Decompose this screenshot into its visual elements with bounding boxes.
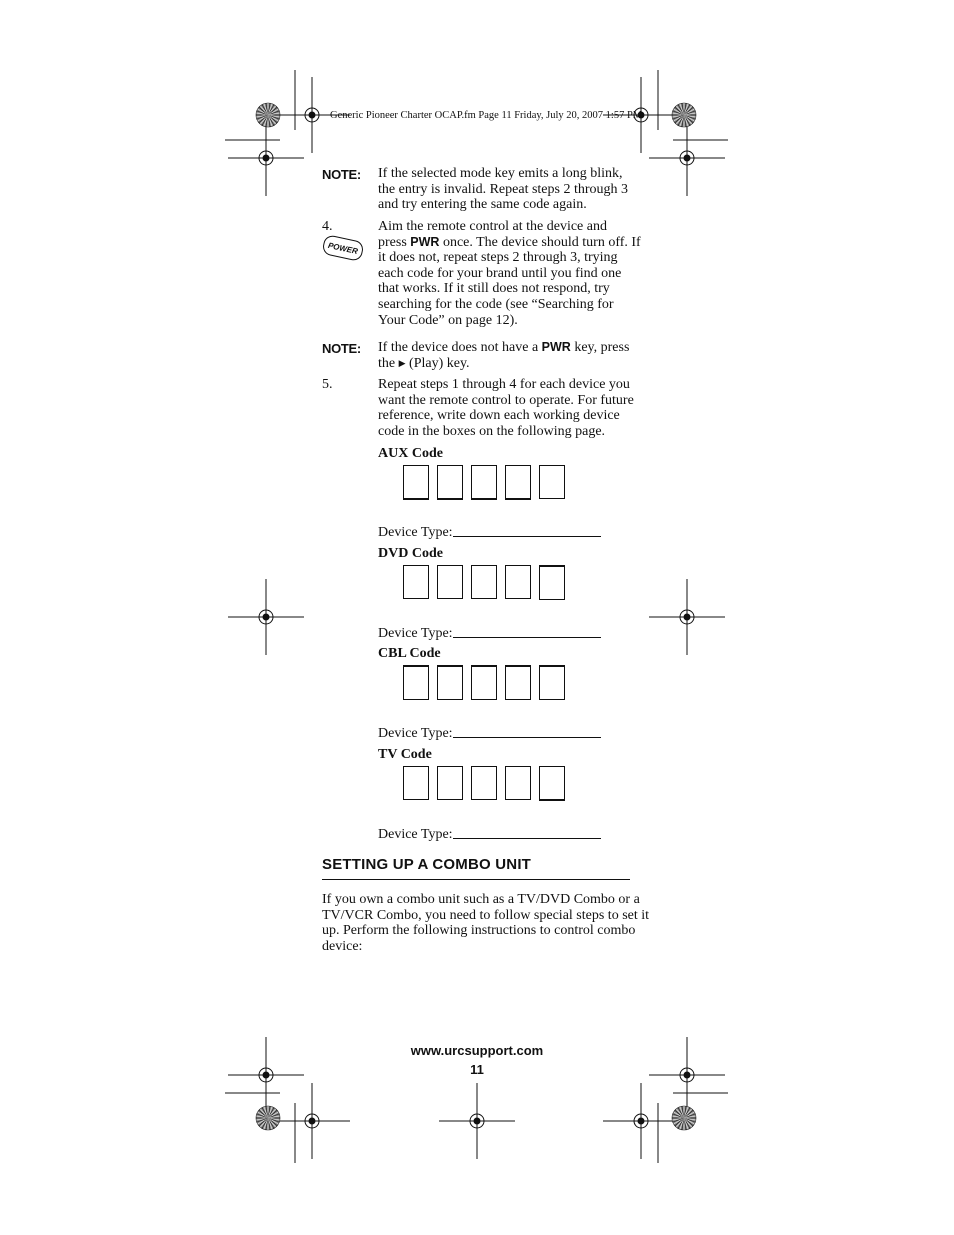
note-line <box>378 340 629 356</box>
text-run: the <box>378 355 399 371</box>
code-digit-box[interactable] <box>539 766 565 801</box>
paragraph-line: device: <box>322 938 363 954</box>
starburst-mark <box>256 103 280 127</box>
device-type-label: Device Type: <box>378 827 453 842</box>
combo-intro-text <box>322 892 649 954</box>
note-text <box>378 340 629 371</box>
code-digit-box[interactable] <box>505 766 531 800</box>
crosshair-mark <box>228 1037 304 1113</box>
device-type-label: Device Type: <box>378 525 453 540</box>
tv-code-boxes <box>403 766 565 801</box>
code-digit-box[interactable] <box>505 465 531 500</box>
crosshair-mark <box>649 1037 725 1113</box>
code-digit-box[interactable] <box>403 465 429 500</box>
dvd-device-type <box>378 625 601 642</box>
code-digit-box[interactable] <box>437 565 463 599</box>
code-digit-box[interactable] <box>505 665 531 700</box>
device-type-blank[interactable] <box>453 524 601 537</box>
crosshair-mark <box>228 579 304 655</box>
paragraph-line: TV/VCR Combo, you need to follow special steps to set it <box>322 907 650 923</box>
crosshair-mark <box>228 120 304 196</box>
code-digit-box[interactable] <box>471 766 497 800</box>
step-line: that works. If it still does not respond, try <box>378 281 610 297</box>
note-line: the entry is invalid. Repeat steps 2 through 3 <box>378 181 629 197</box>
code-digit-box[interactable] <box>471 665 497 700</box>
step-line: reference, write down each working device <box>378 408 620 424</box>
paragraph-line: If you own a combo unit such as a TV/DVD Combo or a <box>322 892 640 907</box>
pwr-key-label: PWR <box>410 234 440 249</box>
pwr-key-label: PWR <box>541 340 571 354</box>
note-line: If the selected mode key emits a long blink, <box>378 166 623 181</box>
aux-device-type <box>378 524 601 541</box>
code-digit-box[interactable] <box>437 766 463 800</box>
cbl-code-title: CBL Code <box>378 646 441 661</box>
step-line: code in the boxes on the following page. <box>378 423 606 439</box>
code-digit-box[interactable] <box>505 565 531 599</box>
code-digit-box[interactable] <box>403 665 429 700</box>
text-run: key, press <box>570 340 630 355</box>
play-icon: ▶ <box>398 357 406 368</box>
step-line: it does not, repeat steps 2 through 3, trying <box>378 250 618 266</box>
tv-device-type <box>378 826 601 843</box>
crosshair-mark <box>649 120 725 196</box>
text-run: once. The device should turn off. If <box>439 234 641 250</box>
starburst-mark <box>672 103 696 127</box>
text-run: If the device does not have a <box>378 340 542 355</box>
code-digit-box[interactable] <box>471 565 497 599</box>
code-digit-box[interactable] <box>437 465 463 500</box>
step-number: 4. <box>322 219 333 234</box>
power-button-icon: POWER <box>321 234 364 262</box>
starburst-mark <box>672 1106 696 1130</box>
footer-url: www.urcsupport.com <box>410 1043 544 1058</box>
code-digit-box[interactable] <box>437 665 463 700</box>
step-line: want the remote control to operate. For future <box>378 392 634 408</box>
code-digit-box[interactable] <box>539 565 565 600</box>
code-digit-box[interactable] <box>471 465 497 500</box>
step-line: Aim the remote control at the device and <box>378 219 607 234</box>
step-line <box>378 235 641 251</box>
device-type-blank[interactable] <box>453 625 601 638</box>
paragraph-line: up. Perform the following instructions to control combo <box>322 923 636 939</box>
dvd-code-title: DVD Code <box>378 546 443 561</box>
aux-code-boxes <box>403 465 565 500</box>
file-info-header: Generic Pioneer Charter OCAP.fm Page 11 Friday, July 20, 2007 1:57 PM <box>330 110 643 121</box>
code-digit-box[interactable] <box>403 766 429 800</box>
device-type-blank[interactable] <box>453 826 601 839</box>
note-text <box>378 166 628 213</box>
step-line: each code for your brand until you find one <box>378 265 622 281</box>
aux-code-title: AUX Code <box>378 446 443 461</box>
device-type-label: Device Type: <box>378 726 453 741</box>
step-line: Your Code” on page 12). <box>378 312 518 328</box>
crosshair-mark <box>603 1083 679 1159</box>
page-number: 11 <box>470 1062 484 1077</box>
step-text <box>378 219 641 328</box>
text-run: (Play) key. <box>405 355 470 371</box>
step-number: 5. <box>322 377 333 392</box>
crosshair-mark <box>649 579 725 655</box>
section-heading: SETTING UP A COMBO UNIT <box>322 856 630 880</box>
step-text <box>378 377 634 439</box>
code-digit-box[interactable] <box>539 665 565 700</box>
dvd-code-boxes <box>403 565 565 600</box>
note-label: NOTE: <box>322 167 361 182</box>
crosshair-mark <box>274 1083 350 1159</box>
step-line: Repeat steps 1 through 4 for each device you <box>378 377 630 392</box>
cbl-code-boxes <box>403 665 565 700</box>
code-digit-box[interactable] <box>539 465 565 499</box>
code-digit-box[interactable] <box>403 565 429 599</box>
device-type-blank[interactable] <box>453 725 601 738</box>
device-type-label: Device Type: <box>378 626 453 641</box>
starburst-mark <box>256 1106 280 1130</box>
step-line: searching for the code (see “Searching for <box>378 296 614 312</box>
tv-code-title: TV Code <box>378 747 432 762</box>
note-label: NOTE: <box>322 341 361 356</box>
crosshair-mark <box>439 1083 515 1159</box>
cbl-device-type <box>378 725 601 742</box>
note-line <box>378 356 629 372</box>
note-line: and try entering the same code again. <box>378 197 587 213</box>
text-run: press <box>378 234 411 250</box>
